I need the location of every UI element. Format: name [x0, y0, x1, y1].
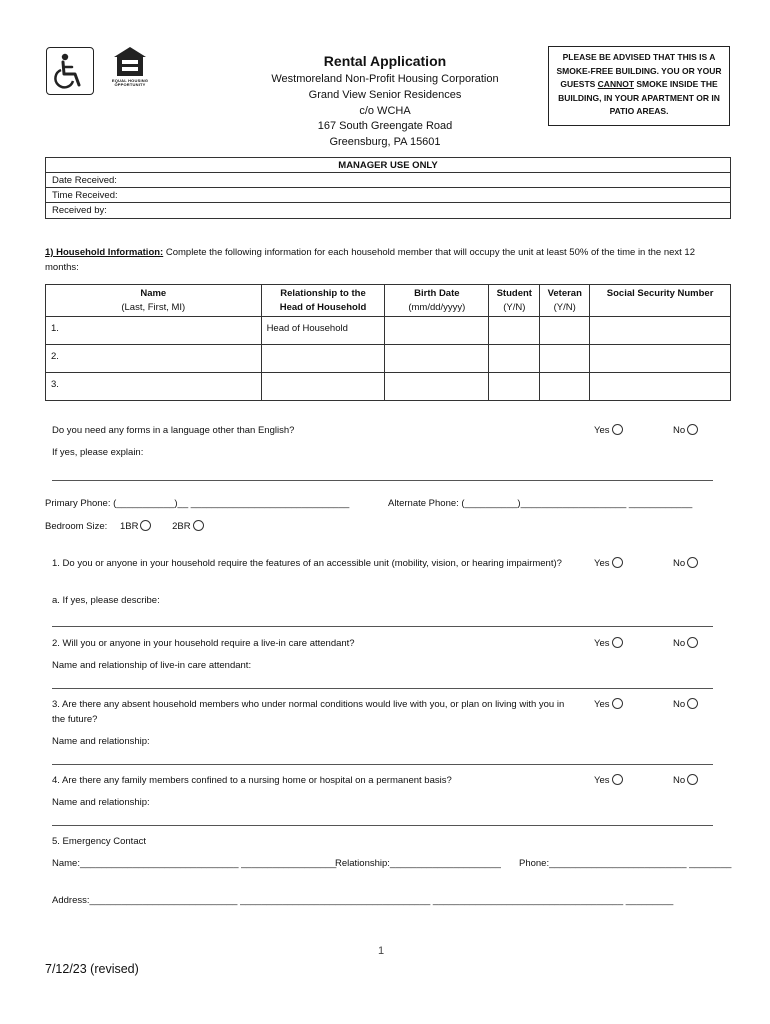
yes-label: Yes: [594, 775, 610, 786]
q3-no-radio[interactable]: [687, 698, 698, 709]
manager-use-table: [45, 157, 731, 219]
q2-answer-line[interactable]: [52, 688, 713, 689]
question-2: 2. Will you or anyone in your household require a live-in care attendant?: [52, 638, 355, 649]
bedroom-1br-radio[interactable]: [140, 520, 151, 531]
house-icon: [112, 45, 148, 79]
relationship-cell[interactable]: [261, 345, 385, 373]
language-explain-line[interactable]: [52, 480, 713, 481]
member-name-cell[interactable]: 3.: [46, 373, 262, 401]
emergency-address-field[interactable]: Address:____________________________ ____________________________________ ____________________________________ _________: [52, 895, 674, 906]
q2-yes-radio[interactable]: [612, 637, 623, 648]
ssn-cell[interactable]: [590, 373, 731, 401]
yes-label: Yes: [594, 638, 610, 649]
date-received-field[interactable]: Date Received:: [46, 173, 730, 188]
language-no-radio[interactable]: [687, 424, 698, 435]
col-sub: (Y/N): [503, 302, 526, 313]
col-title: Student: [496, 288, 532, 299]
page-number: 1: [378, 945, 385, 957]
notice-text: SMOKE INSIDE THE BUILDING, IN YOUR APARTMENT OR IN PATIO AREAS.: [558, 79, 720, 117]
org-line: Greensburg, PA 15601: [329, 136, 441, 149]
language-explain-label: If yes, please explain:: [52, 447, 144, 458]
yes-label: Yes: [594, 558, 610, 569]
q1-no: [673, 557, 698, 569]
yes-label: Yes: [594, 699, 610, 710]
bedroom-size: [45, 520, 204, 535]
received-by-field[interactable]: Received by:: [52, 205, 107, 216]
veteran-cell[interactable]: [540, 373, 590, 401]
birth-date-cell[interactable]: [385, 345, 489, 373]
q4-answer-line[interactable]: [52, 825, 713, 826]
household-instructions: [45, 245, 731, 275]
col-title: Relationship to the: [280, 288, 366, 299]
q2-yes: [594, 637, 623, 649]
alternate-phone-field[interactable]: Alternate Phone: (__________)____________________ ____________: [388, 498, 693, 509]
q3-yes-radio[interactable]: [612, 698, 623, 709]
emergency-phone-field[interactable]: Phone:__________________________ ________: [519, 858, 732, 869]
emergency-name-field[interactable]: Name:______________________________ __________________: [52, 858, 337, 869]
page-title: Rental Application: [323, 53, 447, 69]
no-label: No: [673, 425, 686, 436]
household-heading: 1) Household Information:: [45, 247, 164, 258]
q2-no-radio[interactable]: [687, 637, 698, 648]
no-label: No: [673, 558, 686, 569]
col-sub: (mm/dd/yyyy): [408, 302, 466, 313]
student-cell[interactable]: [489, 345, 540, 373]
birth-date-cell[interactable]: [385, 373, 489, 401]
q1-no-radio[interactable]: [687, 557, 698, 568]
household-table: [45, 284, 731, 401]
col-sub: (Y/N): [553, 302, 576, 313]
wheelchair-icon: [53, 52, 87, 90]
member-name-cell[interactable]: 2.: [46, 345, 262, 373]
question-1a: a. If yes, please describe:: [52, 595, 160, 606]
relationship-cell[interactable]: Head of Household: [261, 317, 385, 345]
student-cell[interactable]: [489, 373, 540, 401]
emergency-relationship-field[interactable]: Relationship:_____________________: [335, 858, 501, 869]
col-student: [489, 285, 540, 317]
q4-no-radio[interactable]: [687, 774, 698, 785]
notice-text: PLEASE BE ADVISED THAT THIS IS A SMOKE-FREE BUILDING. YOU OR YOUR GUESTS: [556, 52, 722, 90]
col-sub: (Last, First, MI): [121, 302, 186, 313]
birth-date-cell[interactable]: [385, 317, 489, 345]
col-title: Name: [140, 288, 167, 299]
manager-heading: MANAGER USE ONLY: [46, 158, 730, 173]
org-line: c/o WCHA: [359, 104, 411, 117]
no-label: No: [673, 775, 686, 786]
col-name: [46, 285, 262, 317]
relationship-cell[interactable]: [261, 373, 385, 401]
q4-no: [673, 774, 698, 786]
table-row: [46, 373, 731, 401]
bedroom-1br-label: 1BR: [119, 521, 139, 532]
language-no: [673, 424, 698, 436]
accessibility-logo: [46, 47, 94, 95]
col-veteran: [540, 285, 590, 317]
time-received-field[interactable]: Time Received:: [46, 188, 730, 203]
yes-label: Yes: [594, 425, 610, 436]
q3-answer-line[interactable]: [52, 764, 713, 765]
revised-date: 7/12/23 (revised): [45, 962, 139, 976]
question-3a: Name and relationship:: [52, 736, 150, 747]
question-2a: Name and relationship of live-in care attendant:: [52, 660, 252, 671]
q1-yes-radio[interactable]: [612, 557, 623, 568]
q1-answer-line[interactable]: [52, 626, 713, 627]
col-relationship: [261, 285, 385, 317]
language-question: Do you need any forms in a language other than English?: [52, 425, 295, 436]
col-sub: Head of Household: [279, 302, 367, 313]
veteran-cell[interactable]: [540, 345, 590, 373]
q4-yes-radio[interactable]: [612, 774, 623, 785]
question-1: 1. Do you or anyone in your household require the features of an accessible unit (mobility, vision, or hearing impairment)?: [52, 558, 562, 569]
table-row: [46, 317, 731, 345]
veteran-cell[interactable]: [540, 317, 590, 345]
student-cell[interactable]: [489, 317, 540, 345]
primary-phone-field[interactable]: Primary Phone: (___________)__ ______________________________: [45, 498, 350, 509]
q4-yes: [594, 774, 623, 786]
q3-yes: [594, 698, 623, 710]
question-5: 5. Emergency Contact: [52, 836, 146, 847]
language-yes: [594, 424, 623, 436]
eho-text: EQUAL HOUSING OPPORTUNITY: [111, 78, 149, 87]
q1-yes: [594, 557, 623, 569]
table-row: [46, 345, 731, 373]
notice-emphasis: CANNOT: [597, 79, 635, 90]
language-yes-radio[interactable]: [612, 424, 623, 435]
bedroom-label: Bedroom Size:: [45, 521, 108, 532]
org-line: Grand View Senior Residences: [308, 88, 462, 101]
q3-no: [673, 698, 698, 710]
col-ssn: [590, 285, 731, 317]
no-label: No: [673, 638, 686, 649]
header-block: [250, 52, 520, 151]
q2-no: [673, 637, 698, 649]
bedroom-2br-radio[interactable]: [193, 520, 204, 531]
no-label: No: [673, 699, 686, 710]
member-name-cell[interactable]: 1.: [46, 317, 262, 345]
smoke-free-notice: [548, 46, 730, 126]
household-instructions-text: Complete the following information for each household member that will occupy the unit at least 50% of the time in the next 12 months:: [45, 247, 695, 273]
org-line: Westmoreland Non-Profit Housing Corporation: [271, 73, 499, 85]
col-title: Social Security Number: [606, 288, 714, 299]
ssn-cell[interactable]: [590, 345, 731, 373]
bedroom-2br-label: 2BR: [172, 521, 191, 532]
question-4: 4. Are there any family members confined to a nursing home or hospital on a permanent basis?: [52, 775, 452, 786]
col-title: Veteran: [547, 288, 582, 299]
question-4a: Name and relationship:: [52, 797, 150, 808]
col-title: Birth Date: [414, 288, 460, 299]
col-birth-date: [385, 285, 489, 317]
ssn-cell[interactable]: [590, 317, 731, 345]
equal-housing-logo: [106, 45, 154, 93]
question-3: 3. Are there any absent household members who under normal conditions would live with you, or plan on living with you in the future?: [52, 699, 565, 725]
table-header-row: [46, 285, 731, 317]
org-line: 167 South Greengate Road: [317, 120, 453, 133]
